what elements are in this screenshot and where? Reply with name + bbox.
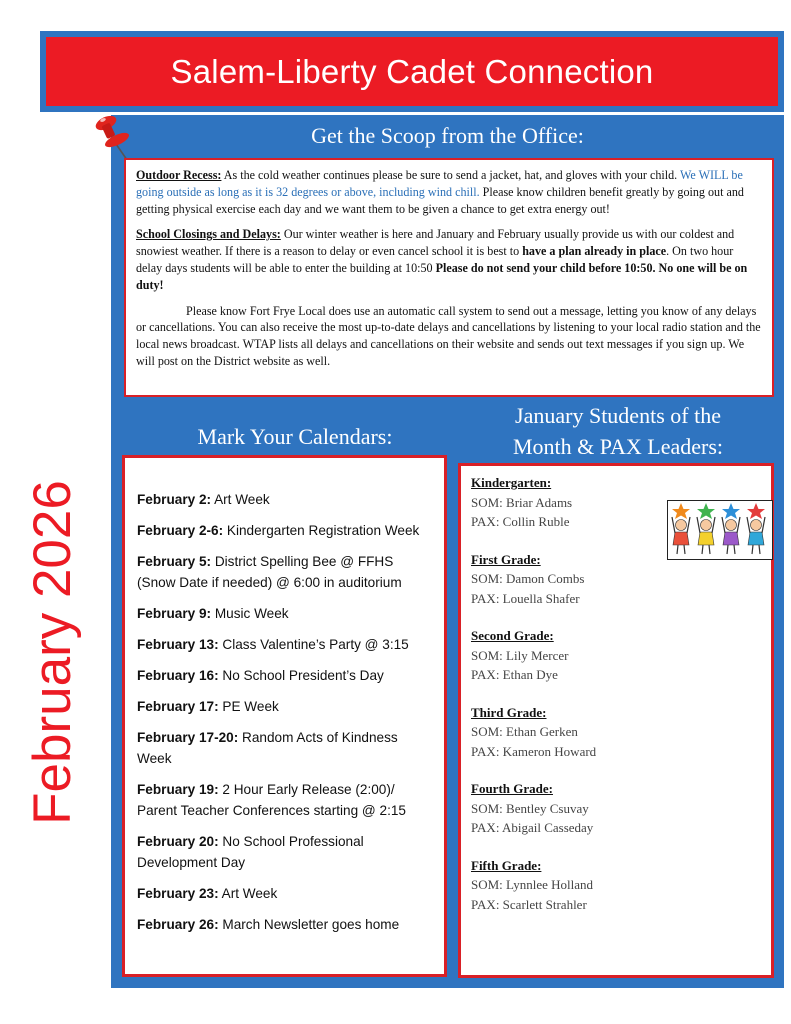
calendar-event: Art Week	[218, 886, 278, 901]
recess-label: Outdoor Recess:	[136, 168, 222, 182]
calendar-event: March Newsletter goes home	[218, 917, 400, 932]
recess-highlight: We WILL be going outside as long as it is 32 degrees or above, including wind chill.	[136, 168, 743, 199]
calendar-item	[137, 914, 434, 935]
recess-text: As the cold weather continues please be sure to send a jacket, hat, and gloves with your child.	[221, 168, 680, 182]
calendar-heading: Mark Your Calendars:	[197, 424, 393, 449]
calendar-event: No School Professional Development Day	[137, 834, 364, 870]
calendar-item	[137, 696, 434, 717]
grade-name: Third Grade:	[471, 704, 547, 720]
closings-bold: have a plan already in place	[522, 244, 667, 259]
pax-name: PAX: Abigail Casseday	[471, 820, 594, 835]
calendar-event: Class Valentine’s Party @ 3:15	[218, 637, 409, 652]
grade-name: First Grade:	[471, 551, 541, 567]
calendar-date: February 2:	[137, 492, 212, 507]
closings-bold-2: Please do not send your child before 10:50. No one will be on duty!	[136, 260, 748, 292]
calendar-event: 2 Hour Early Release (2:00)/ Parent Teacher Conferences starting @ 2:15	[137, 782, 406, 818]
pax-name: PAX: Ethan Dye	[471, 667, 558, 682]
som-name: SOM: Briar Adams	[471, 494, 573, 510]
calendar-event: Music Week	[211, 606, 289, 621]
closings-paragraph	[136, 226, 762, 293]
calendar-item	[137, 779, 434, 821]
month-text: February 2026	[22, 479, 82, 825]
calendar-date: February 9:	[137, 606, 212, 621]
calendar-date: February 5:	[137, 554, 212, 569]
calendar-event: Art Week	[211, 492, 270, 507]
closings-text: Our winter weather is here and January and February usually provide us with our coldest and snowiest weather. If there is a reason to delay or even cancel school it is best to	[136, 227, 735, 259]
som-name: SOM: Lynnlee Holland	[471, 877, 594, 892]
calendar-item	[137, 551, 434, 593]
grade-name: Kindergarten:	[471, 475, 552, 490]
calendar-item	[137, 520, 434, 541]
calendar-event: Kindergarten Registration Week	[223, 523, 420, 538]
calendar-box	[122, 455, 447, 977]
pax-name: PAX: Kameron Howard	[471, 743, 597, 759]
calendar-date: February 19:	[137, 782, 219, 797]
calendar-event: District Spelling Bee @ FFHS (Snow Date if needed) @ 6:00 in auditorium	[137, 554, 402, 590]
students-heading-line-2: Month & PAX Leaders:	[512, 434, 723, 459]
calendar-date: February 20:	[137, 834, 219, 849]
calendar-date: February 13:	[137, 637, 219, 652]
calendar-item	[137, 634, 434, 655]
pax-name: PAX: Louella Shafer	[471, 590, 580, 606]
grade-group	[471, 626, 771, 685]
calendar-event: No School President’s Day	[218, 668, 384, 683]
som-name: SOM: Bentley Csuvay	[471, 800, 589, 816]
calendar-date: February 16:	[137, 668, 219, 683]
closings-label: School Closings and Delays:	[136, 227, 281, 242]
calendar-event: Random Acts of Kindness Week	[137, 730, 398, 766]
call-system-paragraph	[136, 303, 762, 370]
calendar-date: February 17-20:	[137, 730, 239, 745]
calendar-item	[137, 831, 434, 873]
som-name: SOM: Ethan Gerken	[471, 724, 578, 739]
grade-name: Fifth Grade:	[471, 857, 542, 873]
pax-name: PAX: Collin Ruble	[471, 514, 570, 529]
calendar-date: February 26:	[137, 917, 219, 932]
calendar-item	[137, 665, 434, 686]
recess-paragraph	[136, 167, 762, 217]
kids-clipart	[667, 500, 773, 560]
calendar-event: PE Week	[218, 699, 279, 714]
grade-name: Fourth Grade:	[471, 781, 553, 796]
calendar-date: February 17:	[137, 699, 219, 714]
calendar-item	[137, 883, 434, 904]
calendar-item	[137, 603, 434, 624]
calendar-item	[137, 727, 434, 769]
grade-group	[471, 703, 771, 762]
grade-group	[471, 779, 771, 838]
month-label	[22, 472, 82, 832]
recess-text-2: Please know children benefit greatly by going out and getting physical exercise each day and we want them to be given a chance to get extra energy out!	[136, 184, 744, 216]
calendar-date: February 2-6:	[137, 523, 224, 538]
newsletter-title: Salem-Liberty Cadet Connection	[170, 52, 654, 90]
office-heading: Get the Scoop from the Office:	[311, 123, 584, 148]
students-heading-line-1: January Students of the	[515, 403, 721, 428]
grade-group	[471, 856, 771, 915]
som-name: SOM: Damon Combs	[471, 571, 585, 586]
office-notice-box	[124, 158, 774, 397]
pax-name: PAX: Scarlett Strahler	[471, 896, 587, 912]
students-heading	[458, 400, 778, 462]
grade-name: Second Grade:	[471, 628, 554, 643]
masthead	[46, 37, 778, 106]
call-system-text: Please know Fort Frye Local does use an automatic call system to send out a message, letting you know of any delays or cancellations. You can also receive the most up-to-date delays and cancellations by listening to your local radio station and the local news broadcast. WTAP lists all delays and cancellations on their website and sends out text messages if you sign up. We will post on the District website as well.	[136, 303, 761, 368]
closings-text-2: . On two hour delay days students will be able to enter the building at 10:50	[136, 244, 734, 275]
calendar-date: February 23:	[137, 886, 219, 901]
som-name: SOM: Lily Mercer	[471, 647, 569, 663]
calendar-item	[137, 489, 434, 510]
kids-with-stars-icon	[668, 501, 771, 558]
